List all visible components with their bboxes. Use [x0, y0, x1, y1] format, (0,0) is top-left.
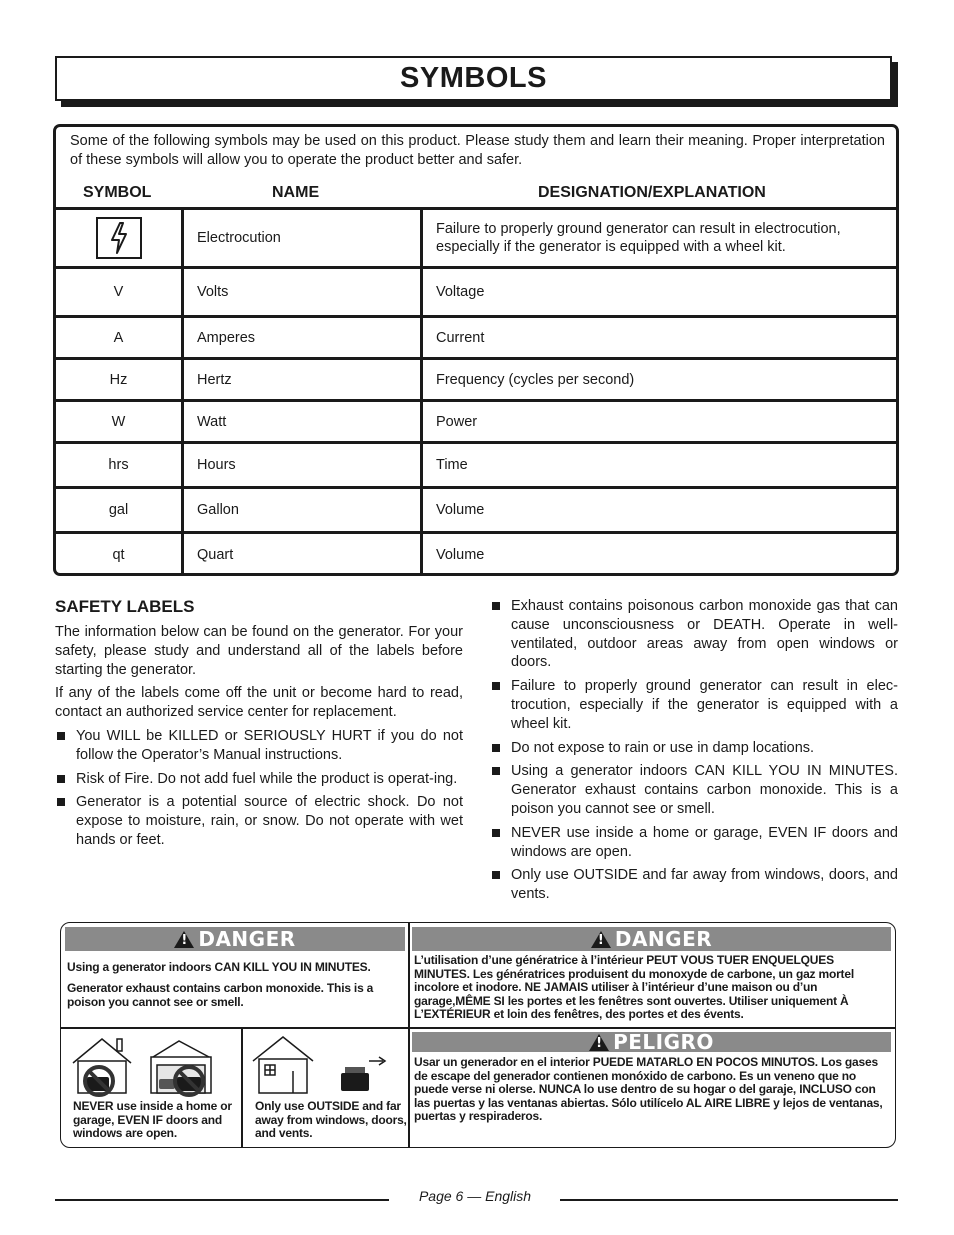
safety-paragraph: The information below can be found on the generator. For your safety, please study and understand all of the labels before starting the generator.	[55, 624, 463, 678]
desc-cell: Volume	[436, 547, 485, 563]
outdoor-generator-icon	[249, 1033, 405, 1097]
label-only-outside-text: Only use OUTSIDE and far away from windows, doors, and vents.	[255, 1099, 407, 1140]
safety-labels-heading: SAFETY LABELS	[55, 597, 195, 616]
symbol-cell: W	[56, 402, 184, 441]
name-cell: Volts	[184, 269, 423, 315]
page-title-box	[55, 56, 892, 101]
desc-cell: Frequency (cycles per second)	[436, 371, 635, 388]
page-title: SYMBOLS	[400, 62, 547, 94]
name-cell: Hertz	[184, 360, 423, 399]
name-cell: Electrocution	[184, 210, 423, 266]
safety-right-column	[490, 597, 898, 909]
footer-rule	[560, 1199, 898, 1201]
safety-left-column	[55, 623, 463, 855]
warning-triangle-icon	[589, 1034, 609, 1051]
danger-banner-fr	[412, 927, 891, 951]
name-cell: Hours	[184, 444, 423, 486]
danger-text: DANGER	[198, 927, 296, 951]
list-item: Using a generator indoors CAN KILL YOU IN MINUTES. Generator exhaust contains carbon monoxide. This is a poison you cannot see or smell.	[490, 762, 898, 818]
name-cell: Amperes	[184, 318, 423, 357]
header-symbol: SYMBOL	[83, 184, 152, 201]
danger-banner-en	[65, 927, 405, 951]
table-rows	[56, 207, 896, 576]
desc-cell: Volume	[436, 502, 485, 518]
danger-label-panel	[60, 922, 896, 1148]
page-footer: Page 6 — English	[418, 1188, 532, 1204]
label-en-line1: Using a generator indoors CAN KILL YOU IN MINUTES.	[67, 960, 371, 974]
table-row	[56, 486, 896, 531]
symbol-cell	[56, 210, 184, 266]
electrocution-icon	[96, 217, 142, 259]
symbols-table	[53, 124, 899, 576]
list-item: NEVER use inside a home or garage, EVEN IF doors and windows are open.	[490, 824, 898, 862]
desc-cell: Power	[436, 413, 478, 430]
peligro-banner	[412, 1032, 891, 1052]
footer-rule	[55, 1199, 389, 1201]
name-cell: Quart	[184, 534, 423, 576]
peligro-text: PELIGRO	[613, 1030, 714, 1054]
list-item: Risk of Fire. Do not add fuel while the product is operat-ing.	[55, 770, 463, 789]
safety-bullet-list	[490, 597, 898, 904]
table-row	[56, 210, 896, 266]
safety-paragraph: If any of the labels come off the unit or become hard to read, contact an authorized service center for replacement.	[55, 685, 463, 721]
danger-text: DANGER	[614, 927, 713, 951]
warning-triangle-icon	[174, 931, 194, 948]
symbol-cell: A	[56, 318, 184, 357]
symbol-cell: gal	[56, 489, 184, 531]
list-item: Exhaust contains poisonous carbon monoxide gas that can cause unconsciousness or DEATH. Operate in well-ventilated, outdoor areas away from open windows or doors.	[490, 597, 898, 672]
desc-cell: Voltage	[436, 284, 485, 300]
label-fr-text: L’utilisation d’une génératrice à l’intérieur PEUT VOUS TUER ENQUELQUES MINUTES. Les génératrices produisent du monoxyde de carbone, un gaz mortel incolore et inodore. NE JAMAIS utiliser à l’intérieur d’une maison ou d’un garage,MÊME SI les portes et les fenêtres sont ouvertes. Utiliser uniquement À L’EXTÉRIEUR et loin des fenêtres, des portes et des évents.	[414, 953, 854, 1021]
header-designation: DESIGNATION/EXPLANATION	[538, 184, 766, 201]
list-item: Failure to properly ground generator can result in elec-trocution, especially if the generator is equipped with a wheel kit.	[490, 677, 898, 733]
table-row	[56, 531, 896, 576]
divider	[61, 1027, 895, 1029]
indoor-prohibited-icon	[69, 1033, 239, 1097]
table-row	[56, 266, 896, 315]
table-row	[56, 441, 896, 486]
table-row	[56, 399, 896, 441]
safety-bullet-list	[55, 727, 463, 850]
desc-cell: Failure to properly ground generator can result in electrocution, especially if the generator is equipped with a wheel kit.	[436, 221, 841, 255]
desc-cell: Time	[436, 457, 468, 473]
list-item: Generator is a potential source of electric shock. Do not expose to moisture, rain, or snow. Do not operate with wet hands or feet.	[55, 793, 463, 849]
label-es-text: Usar un generador en el interior PUEDE MATARLO EN POCOS MINUTOS. Los gases de escape del generador contienen monóxido de carbono. Es un veneno que no puede verse ni olerse. NUNCA lo use dentro de su hogar o del garaje, INCLUSO con las puertas y las ventanas abiertas. Sólo utilícelo AL AIRE LIBRE y lejos de ventanas, puertas y respiraderos.	[414, 1055, 883, 1123]
label-en-line2: Generator exhaust contains carbon monoxide. This is a poison you cannot see or smell.	[67, 981, 374, 1009]
symbol-cell: V	[56, 269, 184, 315]
table-row	[56, 357, 896, 399]
symbol-cell: qt	[56, 534, 184, 576]
list-item: You WILL be KILLED or SERIOUSLY HURT if you do not follow the Operator’s Manual instructions.	[55, 727, 463, 765]
name-cell: Watt	[184, 402, 423, 441]
name-cell: Gallon	[184, 489, 423, 531]
warning-triangle-icon	[591, 931, 611, 948]
label-never-text: NEVER use inside a home or garage, EVEN IF doors and windows are open.	[73, 1099, 232, 1140]
symbol-cell: Hz	[56, 360, 184, 399]
desc-cell: Current	[436, 329, 485, 346]
divider	[408, 923, 410, 1147]
symbol-cell: hrs	[56, 444, 184, 486]
intro-text: Some of the following symbols may be used on this product. Please study them and learn their meaning. Proper interpretation of these symbols will allow you to operate the product better and safer.	[70, 133, 885, 168]
list-item: Do not expose to rain or use in damp locations.	[490, 739, 898, 758]
table-row	[56, 315, 896, 357]
header-name: NAME	[272, 184, 320, 201]
list-item: Only use OUTSIDE and far away from windows, doors, and vents.	[490, 866, 898, 904]
